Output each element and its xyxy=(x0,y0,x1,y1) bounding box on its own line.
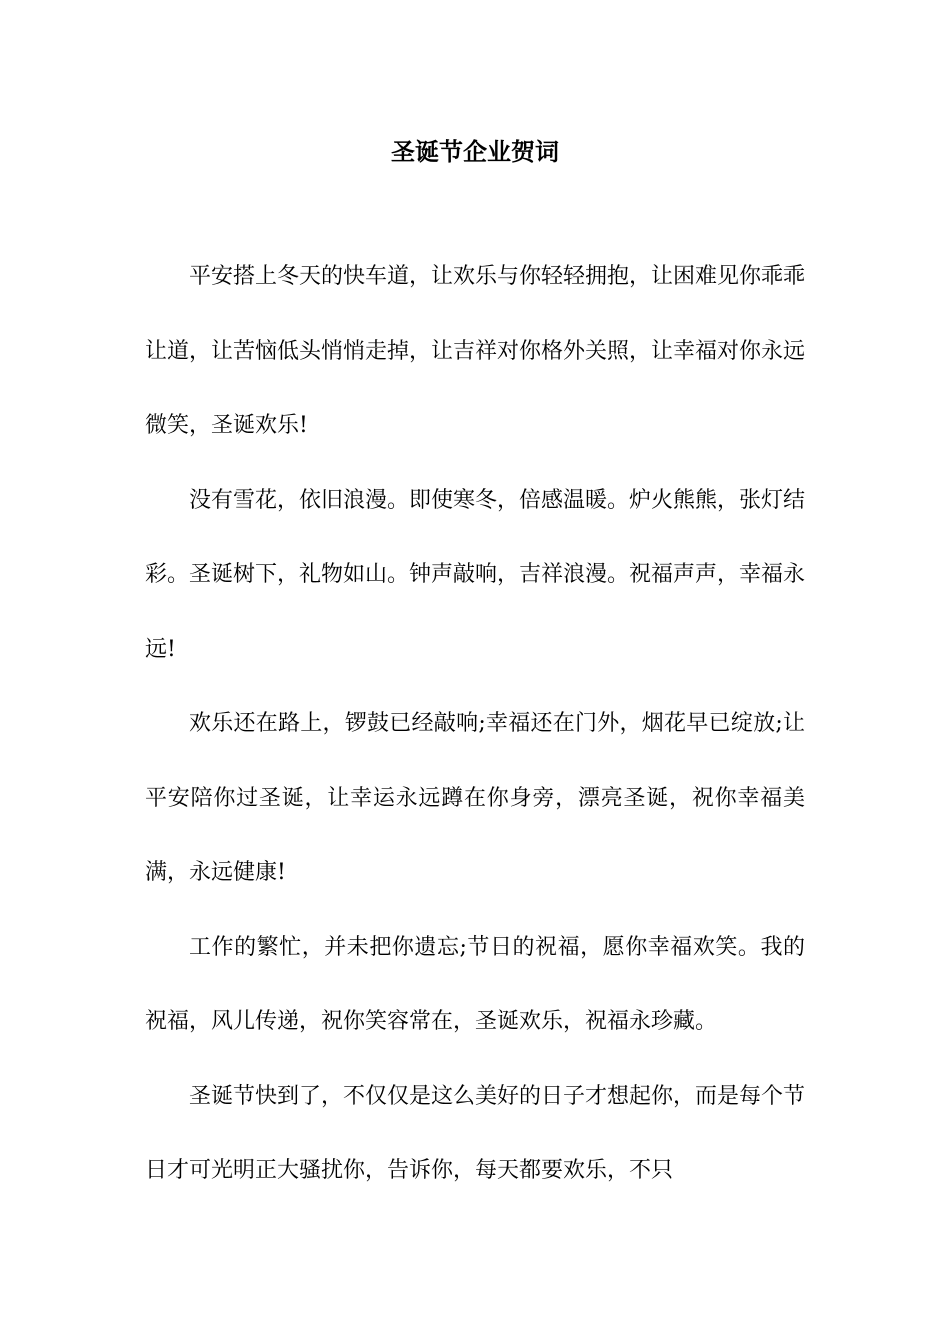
paragraph-5: 圣诞节快到了，不仅仅是这么美好的日子才想起你，而是每个节日才可光明正大骚扰你，告诉你，每天都要欢乐，不只 xyxy=(145,1083,806,1183)
document-title: 圣诞节企业贺词 xyxy=(391,137,559,166)
paragraph-3: 欢乐还在路上，锣鼓已经敲响;幸福还在门外，烟花早已绽放;让平安陪你过圣诞，让幸运永远蹲在你身旁，漂亮圣诞，祝你幸福美满，永远健康! xyxy=(145,711,805,885)
document-body xyxy=(145,240,805,1209)
paragraph-4: 工作的繁忙，并未把你遗忘;节日的祝福，愿你幸福欢笑。我的祝福，风儿传递，祝你笑容常在，圣诞欢乐，祝福永珍藏。 xyxy=(145,934,805,1034)
paragraph-2: 没有雪花，依旧浪漫。即使寒冬，倍感温暖。炉火熊熊，张灯结彩。圣诞树下，礼物如山。钟声敲响，吉祥浪漫。祝福声声，幸福永远! xyxy=(145,487,806,662)
paragraph-1: 平安搭上冬天的快车道，让欢乐与你轻轻拥抱，让困难见你乖乖让道，让苦恼低头悄悄走掉，让吉祥对你格外关照，让幸福对你永远微笑，圣诞欢乐! xyxy=(145,264,806,438)
